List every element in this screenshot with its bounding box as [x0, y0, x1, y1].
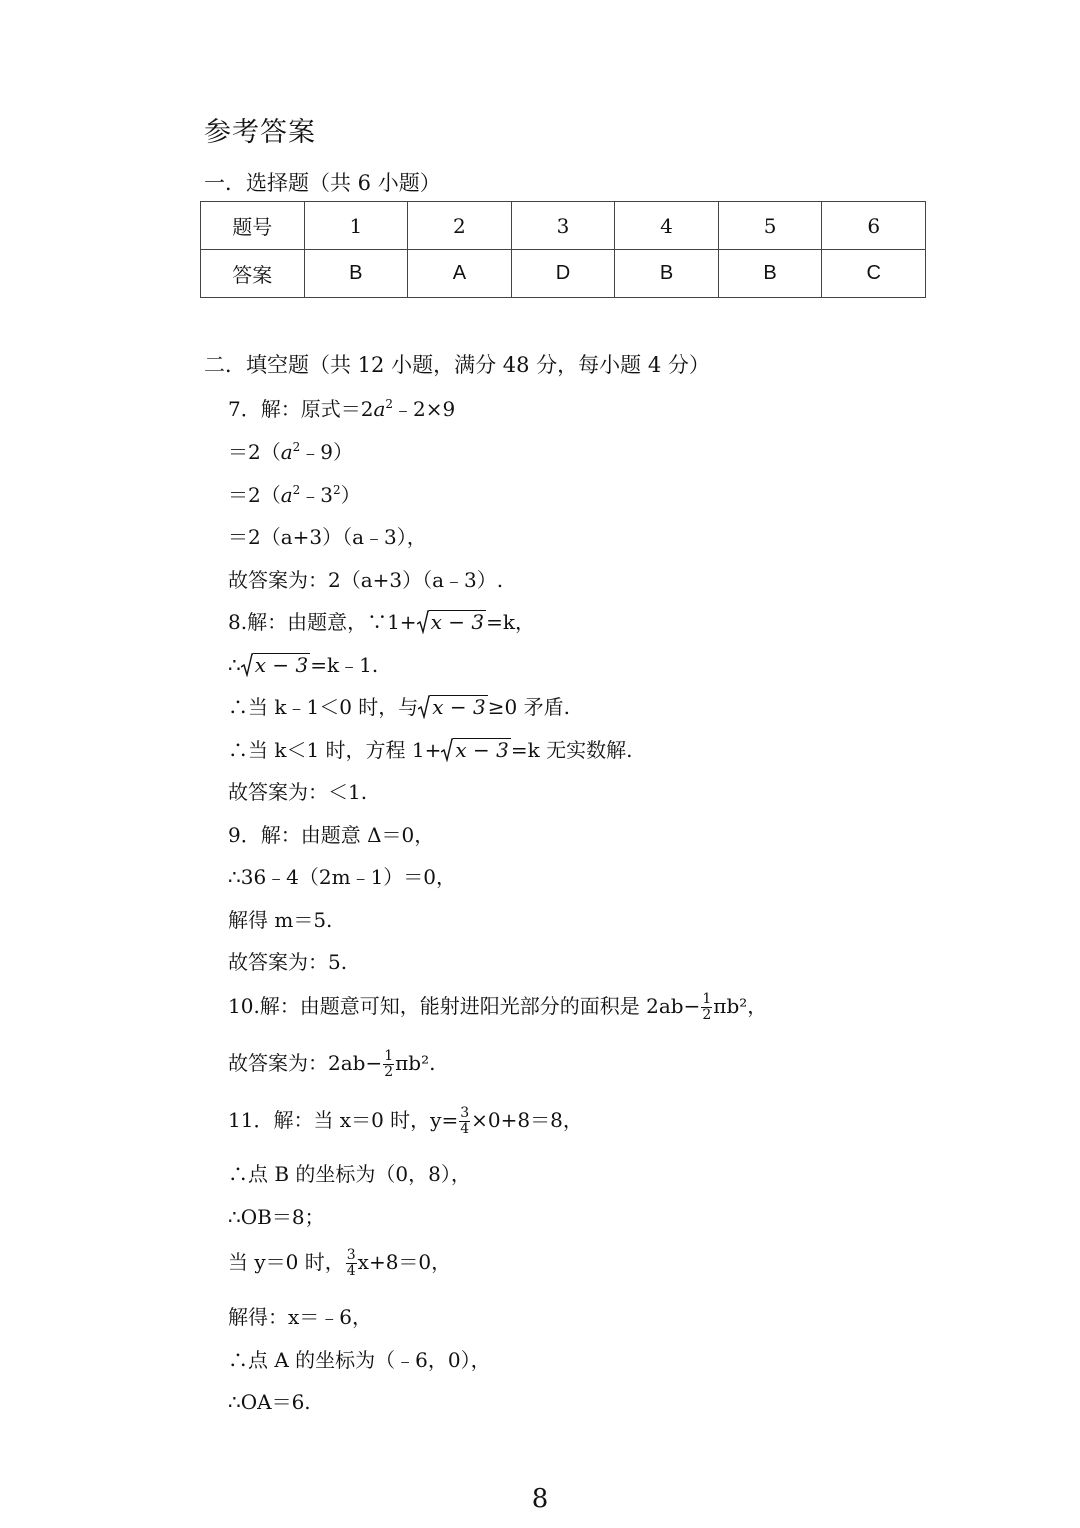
- page-number: 8: [531, 1484, 549, 1514]
- q8-text: ∴: [228, 653, 241, 677]
- q10-text: πb².: [395, 1051, 436, 1075]
- fraction-numerator: 3: [346, 1247, 356, 1263]
- fraction-denominator: 4: [460, 1121, 470, 1137]
- q7-line-5: 故答案为：2（a+3）（a﹣3）.: [228, 568, 504, 592]
- q11-text: ×0+8＝8，: [471, 1108, 583, 1132]
- q9-line-3: 解得 m＝5.: [228, 908, 333, 932]
- q11-line-6: ∴点 A 的坐标为（﹣6，0），: [228, 1348, 491, 1372]
- fraction-denominator: 2: [384, 1064, 394, 1080]
- q7-text: ﹣9）: [300, 440, 354, 464]
- q9-line-2: ∴36﹣4（2m﹣1）＝0，: [228, 865, 457, 889]
- table-cell-number: 6: [822, 202, 926, 250]
- radicand: x − 3: [432, 695, 486, 719]
- sqrt-symbol: [241, 653, 310, 677]
- q11-text: x+8＝0，: [357, 1250, 452, 1274]
- radicand: x − 3: [455, 738, 509, 762]
- sqrt-symbol: [418, 695, 487, 719]
- q8-line-4: [228, 734, 632, 763]
- section-heading-choice: 一．选择题（共 6 小题）: [204, 171, 441, 195]
- q10-text: 10.解：由题意可知，能射进阳光部分的面积是 2ab−: [228, 994, 701, 1018]
- q8-text: 8.解：由题意，∵1+: [228, 610, 417, 634]
- q7-line-2: $=2(a^2﹣9)$: [228, 440, 354, 464]
- q10-line-2: [228, 1047, 435, 1080]
- table-cell-number: 2: [408, 202, 512, 250]
- fraction: [459, 1106, 470, 1137]
- q8-line-5: 故答案为：＜1.: [228, 780, 368, 804]
- table-cell-answer: B: [718, 250, 822, 298]
- q9-line-1: 9．解：由题意 Δ＝0，: [228, 823, 435, 847]
- radicand: x − 3: [430, 610, 485, 634]
- radicand: x − 3: [254, 653, 309, 677]
- table-cell-number: 4: [615, 202, 719, 250]
- q11-text: 11．解：当 x＝0 时，y=: [228, 1108, 459, 1132]
- fraction: [346, 1248, 357, 1279]
- q10-text: πb²，: [713, 994, 768, 1018]
- q10-text: 故答案为：2ab−: [228, 1051, 383, 1075]
- q11-line-7: ∴OA＝6.: [228, 1390, 311, 1414]
- fraction-denominator: 4: [346, 1263, 356, 1279]
- table-cell-answer: B: [615, 250, 719, 298]
- table-cell-number: 1: [304, 202, 408, 250]
- q11-line-5: 解得：x＝﹣6，: [228, 1305, 373, 1329]
- page-title: 参考答案: [204, 117, 316, 148]
- fraction-numerator: 3: [460, 1105, 470, 1121]
- table-cell-number: 3: [511, 202, 615, 250]
- q11-line-4: [228, 1246, 451, 1279]
- q10-line-1: [228, 990, 767, 1023]
- q7-line-4: ＝2（a+3）（a﹣3），: [228, 525, 427, 549]
- q8-line-1: [228, 606, 535, 635]
- q8-line-3: [228, 691, 570, 720]
- q7-text: ＝2（: [228, 440, 281, 464]
- q8-text: ∴当 k＜1 时，方程 1+: [228, 738, 442, 762]
- fraction-denominator: 2: [702, 1007, 712, 1023]
- table-header-label: 题号: [201, 202, 305, 250]
- q11-text: 当 y＝0 时，: [228, 1250, 345, 1274]
- q7-text: ﹣2×9: [393, 397, 456, 421]
- q7-text: ＝2（: [228, 483, 281, 507]
- q7-line-3: $=2(a^2﹣3^2)$: [228, 483, 361, 507]
- q11-line-1: [228, 1104, 583, 1137]
- fraction: [383, 1049, 394, 1080]
- sqrt-symbol: [417, 610, 486, 634]
- fraction-numerator: 1: [702, 991, 712, 1007]
- section-heading-fill: 二．填空题（共 12 小题，满分 48 分，每小题 4 分）: [204, 353, 710, 377]
- table-row-answers: [201, 250, 926, 298]
- q11-line-2: ∴点 B 的坐标为（0，8），: [228, 1162, 471, 1186]
- fraction: [701, 992, 712, 1023]
- q8-text: =k﹣1.: [310, 653, 379, 677]
- q11-line-3: ∴OB＝8；: [228, 1205, 325, 1229]
- q8-line-2: [228, 649, 378, 678]
- q8-text: =k 无实数解.: [510, 738, 633, 762]
- q7-line-1: 7．解：原式$=2a^2﹣2\times 9$: [228, 397, 456, 421]
- q9-line-4: 故答案为：5.: [228, 950, 348, 974]
- table-row-numbers: [201, 202, 926, 250]
- table-answer-label: 答案: [201, 250, 305, 298]
- sqrt-symbol: [441, 738, 510, 762]
- q8-text: ≥0 矛盾.: [487, 695, 570, 719]
- table-cell-number: 5: [718, 202, 822, 250]
- fraction-numerator: 1: [384, 1048, 394, 1064]
- table-cell-answer: A: [408, 250, 512, 298]
- q7-text: ﹣3: [300, 483, 334, 507]
- q8-text: ∴当 k﹣1＜0 时，与: [228, 695, 419, 719]
- q8-text: =k，: [486, 610, 535, 634]
- q7-text: 7．解：原式＝2: [228, 397, 374, 421]
- table-cell-answer: D: [511, 250, 615, 298]
- table-cell-answer: B: [304, 250, 408, 298]
- answer-table: [200, 201, 926, 298]
- table-cell-answer: C: [822, 250, 926, 298]
